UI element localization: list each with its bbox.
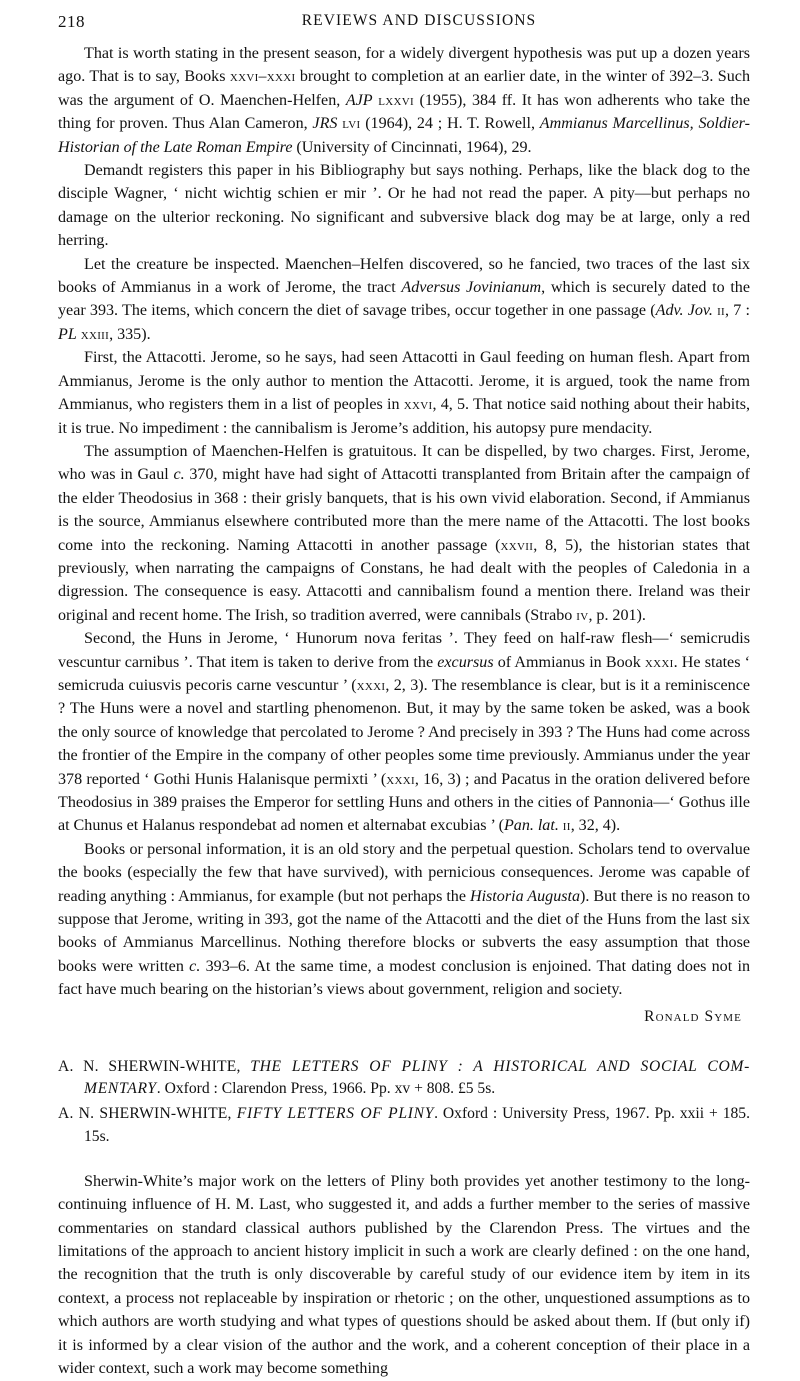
article-run-it: PL [58, 325, 77, 343]
page-number: 218 [58, 12, 85, 31]
paragraph-p4: First, the Attacotti. Jerome, so he says, had seen Attacotti in Gaul feeding on human flesh. Apart from Ammianus, Jerome is the only author to mention the Attacotti. Jerome, it is argued, took the name from Ammianus, who registers them in a list of peoples in xxvi, 4, 5. That notice said nothing about their habits, it is true. No impediment : the cannibalism is Jerome’s addition, his autopsy pure mendacity. [58, 349, 750, 437]
review-entry1: A. N. SHERWIN-WHITE, THE LETTERS OF PLINY : A HISTORICAL AND SOCIAL COM-MENTARY. Oxford : Clarendon Press, 1966. Pp. xv + 808. £5 5s. [58, 1057, 750, 1097]
review-entry-run-title: FIFTY LETTERS OF PLINY [236, 1105, 435, 1123]
article-run-it: AJP [345, 91, 373, 109]
article-run-it: c. [173, 466, 185, 484]
article-run-sc: xxxi [386, 770, 415, 788]
article-run-it: c. [189, 957, 201, 975]
article-run-sc: ii [717, 302, 726, 320]
article-run-sc: xxxi [644, 653, 674, 671]
article-body [0, 42, 800, 1002]
running-head [0, 12, 800, 42]
paragraph-rp1: Sherwin-White’s major work on the letters of Pliny both provides yet another testimony to the long-continuing influence of H. M. Last, who suggested it, and adds a further member to the series of massive commentaries on standard classical authors published by the Clarendon Press. The virtues and the limitations of the approach to ancient history implicit in such a work are clearly defined : on the one hand, the recognition that the truth is only discoverable by careful study of our evidence item by item in its context, a process not replaceable by inspiration or rhetoric ; on the other, unquestioned assumptions as to which authors are worth studying and what types of questions should be asked about them. If (but only if) it is informed by a clear vision of the author and the work, and a coherent conception of their place in a wider context, such a work may become something [58, 1172, 750, 1378]
article-run-it: excursus [437, 653, 494, 671]
paragraph-p7: Books or personal information, it is an old story and the perpetual question. Scholars tend to overvalue the books (especially the few that have survived), with pernicious consequences. Jerome was capable of reading anything : Ammianus, for example (but not perhaps the Historia Augusta). But there is no reason to suppose that Jerome, writing in 393, got the name of the Attacotti and the diet of the Huns from the last six books of Ammianus Marcellinus. Nothing therefore blocks or subverts the easy assumption that those books were written c. 393–6. At the same time, a modest conclusion is enjoined. That dating does not in fact have much bearing on the historian’s views about government, religion and society. [58, 840, 751, 999]
review-entry-run-author: A. N. SHERWIN-WHITE, [58, 1057, 251, 1075]
review-entry2: A. N. SHERWIN-WHITE, FIFTY LETTERS OF PLINY. Oxford : University Press, 1967. Pp. xxii + 185. 15s. [58, 1105, 750, 1145]
paragraph-p2: Demandt registers this paper in his Bibliography but says nothing. Perhaps, like the black dog to the disciple Wagner, ‘ nicht wichtig schien er mir ’. Or he had not read the paper. A pity—but perhaps no damage on the ulterior reckoning. No significant and subversive black dog may be at large, only a red herring. [58, 162, 750, 250]
article-run-sc: iv [576, 606, 589, 624]
paragraph-p5: The assumption of Maenchen-Helfen is gratuitous. It can be dispelled, by two charges. First, Jerome, who was in Gaul c. 370, might have had sight of Attacotti transplanted from Britain after the campaign of the elder Theodosius in 368 : their grisly banquets, that is his own vivid elaboration. Second, if Ammianus is the source, Ammianus elsewhere contributed more than the mere name of the Attacotti. The lost books come into the reckoning. Naming Attacotti in another passage (xxvii, 8, 5), the historian states that previously, when narrating the campaigns of Constans, he had dealt with the peoples of Caledonia in a digression. The consequence is easy. Attacotti and cannibalism found a mention there. Ireland was their original and recent home. The Irish, so tradition averred, were cannibals (Strabo iv, p. 201). [58, 442, 750, 624]
article-run-it: Adversus Jovinianum [401, 279, 542, 297]
article-run-sc: lvi [342, 115, 361, 133]
article-run-it: Ammianus Marcellinus, Soldier-Historian of the Late Roman Empire [58, 115, 750, 156]
paragraph-p6: Second, the Huns in Jerome, ‘ Hunorum nova feritas ’. They feed on half-raw flesh—‘ semicrudis vescuntur carnibus ’. That item is taken to derive from the excursus of Ammianus in Book xxxi. He states ‘ semicruda cuiusvis pecoris carne vescuntur ’ (xxxi, 2, 3). The resemblance is clear, but is it a reminiscence ? The Huns were a novel and startling phenomenon. But, it may by the same token be asked, was a book the only source of knowledge that percolated to Jerome ? And precisely in 393 ? The Huns had come across the frontier of the Empire in the company of other peoples some time previously. Ammianus under the year 378 reported ‘ Gothi Hunis Halanisque permixti ’ (xxxi, 16, 3) ; and Pacatus in the oration delivered before Theodosius in 389 praises the Emperor for settling Huns and others in the cities of Pannonia—‘ Gothus ille at Chunus et Halanus respondebat ad nomen et alternabat excubias ’ (Pan. lat. ii, 32, 4). [58, 630, 750, 835]
article-run-sc: xxvi [403, 396, 433, 414]
article-run-sc: lxxvi [378, 91, 414, 109]
review-entry-list [0, 1056, 800, 1148]
review-entry-run-title: THE LETTERS OF PLINY : A HISTORICAL AND SOCIAL COM-MENTARY [84, 1057, 750, 1097]
author-signature: Ronald Syme [644, 1007, 742, 1025]
review-entry-run-author: A. N. SHERWIN-WHITE, [58, 1105, 237, 1123]
review-paragraph-list [58, 1170, 750, 1381]
article-run-sc: xxxi [356, 676, 386, 694]
article-run-it: Adv. Jov. [655, 302, 713, 320]
article-run-it: Historia Augusta [469, 887, 581, 905]
paragraph-p1: That is worth stating in the present season, for a widely divergent hypothesis was put up a dozen years ago. That is to say, Books xxvi–xxxi brought to completion at an earlier date, in the winter of 392–3. Such was the argument of O. Maenchen-Helfen, AJP lxxvi (1955), 384 ff. It has won adherents who take the thing for proven. Thus Alan Cameron, JRS lvi (1964), 24 ; H. T. Rowell, Ammianus Marcellinus, Soldier-Historian of the Late Roman Empire (University of Cincinnati, 1964), 29. [58, 45, 750, 156]
article-run-it: JRS [312, 115, 338, 133]
article-paragraph-list [58, 42, 750, 1002]
article-run-sc: ii [562, 817, 571, 835]
article-run-sc: xxiii [80, 325, 110, 343]
review-body [0, 1170, 800, 1381]
running-title: REVIEWS AND DISCUSSIONS [301, 12, 537, 29]
paragraph-p3: Let the creature be inspected. Maenchen–Helfen discovered, so he fancied, two traces of the last six books of Ammianus in a work of Jerome, the tract Adversus Jovinianum, which is securely dated to the year 393. The items, which concern the diet of savage tribes, occur together in one passage (Adv. Jov. ii, 7 : PL xxiii, 335). [58, 255, 750, 343]
article-run-sc: xxvii [500, 536, 534, 554]
article-run-sc: xxvi–xxxi [229, 68, 296, 86]
article-run-it: Pan. lat. [503, 817, 559, 835]
document-page [0, 12, 800, 1378]
